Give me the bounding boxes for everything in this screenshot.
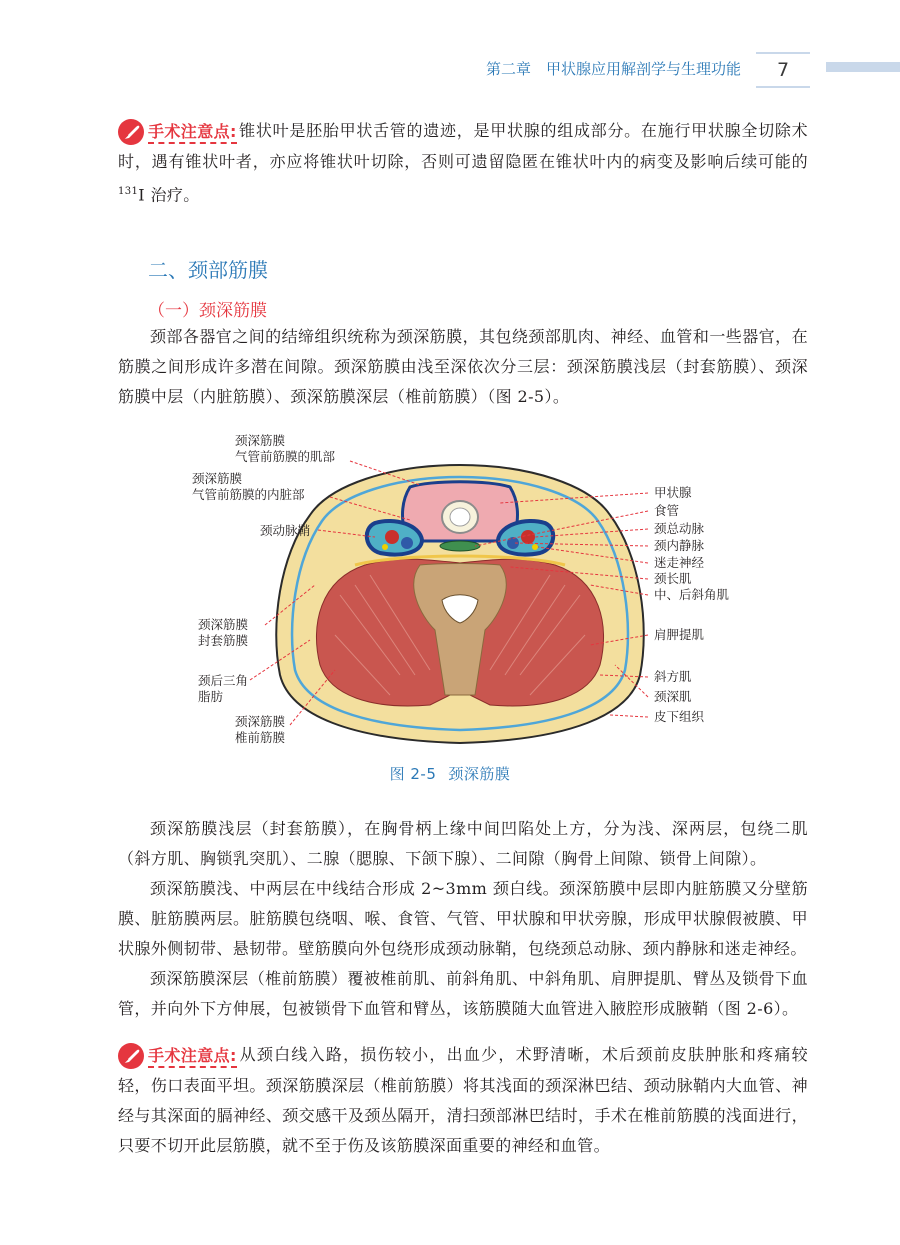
surgical-note-2	[118, 1040, 808, 1161]
subsection-title: （一）颈深筋膜	[148, 301, 267, 321]
fig-label-pretracheal-visceral: 颈深筋膜 气管前筋膜的内脏部	[192, 471, 305, 502]
figure-neck-cross-section	[170, 425, 750, 755]
paragraph-superficial-layer: 颈深筋膜浅层（封套筋膜），在胸骨柄上缘中间凹陷处上方，分为浅、深两层，包绕二肌（斜方肌、胸锁乳突肌）、二腺（腮腺、下颌下腺）、二间隙（胸骨上间隙、锁骨上间隙）。	[118, 819, 808, 868]
fig-label-carotid-sheath: 颈动脉鞘	[260, 523, 311, 538]
fig-label-longus-colli: 颈长肌	[654, 571, 692, 586]
section-title: 二、颈部筋膜	[148, 258, 268, 282]
fig-label-esophagus: 食管	[654, 503, 680, 518]
scalpel-icon	[118, 1043, 144, 1069]
fig-label-pretracheal-muscular: 颈深筋膜 气管前筋膜的肌部	[235, 433, 336, 464]
fig-label-trapezius: 斜方肌	[654, 669, 692, 684]
fig-label-internal-jugular: 颈内静脉	[654, 538, 705, 553]
surgical-note-tag: 手术注意点:	[118, 1041, 237, 1071]
page-number: 7	[756, 52, 810, 88]
paragraph-middle-layer: 颈深筋膜浅、中两层在中线结合形成 2~3mm 颈白线。颈深筋膜中层即内脏筋膜又分壁筋膜、脏筋膜两层。脏筋膜包绕咽、喉、食管、气管、甲状腺和甲状旁腺，形成甲状腺假被膜、甲状腺外侧韧带、悬韧带。壁筋膜向外包绕形成颈动脉鞘，包绕颈总动脉、颈内静脉和迷走神经。	[118, 879, 808, 958]
fig-label-scalenes: 中、后斜角肌	[654, 587, 730, 602]
note-2-text: 从颈白线入路，损伤较小，出血少，术野清晰，术后颈前皮肤肿胀和疼痛较轻，伤口表面平坦。颈深筋膜深层（椎前筋膜）将其浅面的颈深淋巴结、颈动脉鞘内大血管、神经与其深面的膈神经、颈交感干及颈丛隔开，清扫颈部淋巴结时，手术在椎前筋膜的浅面进行，只要不切开此层筋膜，就不至于伤及该筋膜深面重要的神经和血管。	[118, 1045, 808, 1155]
caption-title: 颈深筋膜	[448, 765, 511, 783]
paragraph-deep-layer: 颈深筋膜深层（椎前筋膜）覆被椎前肌、前斜角肌、中斜角肌、肩胛提肌、臂丛及锁骨下血管，并向外下方伸展，包被锁骨下血管和臂丛，该筋膜随大血管进入腋腔形成腋鞘（图 2-6）。	[118, 969, 808, 1018]
fig-label-deep-neck-muscle: 颈深肌	[654, 689, 692, 704]
fig-label-subcutaneous: 皮下组织	[654, 709, 705, 724]
header-bar	[826, 62, 900, 72]
chapter-title: 第二章 甲状腺应用解剖学与生理功能	[486, 60, 742, 78]
fig-label-investing-fascia: 颈深筋膜 封套筋膜	[198, 617, 249, 648]
note-1-text-end: I 治疗。	[138, 184, 200, 204]
fig-label-vagus: 迷走神经	[654, 555, 705, 570]
fig-label-levator-scapulae: 肩胛提肌	[654, 627, 705, 642]
caption-number: 图 2-5	[389, 765, 437, 783]
fig-label-common-carotid: 颈总动脉	[654, 521, 705, 536]
surgical-note-tag: 手术注意点:	[118, 117, 237, 147]
fig-label-prevertebral-fascia: 颈深筋膜 椎前筋膜	[235, 714, 286, 745]
fig-label-posterior-triangle-fat: 颈后三角 脂肪	[198, 673, 249, 704]
fig-label-thyroid: 甲状腺	[654, 485, 692, 500]
paragraph-deep-fascia-intro: 颈部各器官之间的结缔组织统称为颈深筋膜，其包绕颈部肌肉、神经、血管和一些器官，在筋膜之间形成许多潜在间隙。颈深筋膜由浅至深依次分三层：颈深筋膜浅层（封套筋膜）、颈深筋膜中层（内脏筋膜）、颈深筋膜深层（椎前筋膜）（图 2-5）。	[118, 327, 808, 406]
scalpel-icon	[118, 119, 144, 145]
page-header	[0, 56, 900, 86]
figure-caption	[0, 763, 900, 784]
surgical-note-1	[118, 116, 808, 210]
isotope-superscript: 131	[118, 185, 139, 197]
note-1-text: 锥状叶是胚胎甲状舌管的遗迹，是甲状腺的组成部分。在施行甲状腺全切除术时，遇有锥状叶者，亦应将锥状叶切除，否则可遗留隐匿在锥状叶内的病变及影响后续可能的	[118, 121, 808, 171]
